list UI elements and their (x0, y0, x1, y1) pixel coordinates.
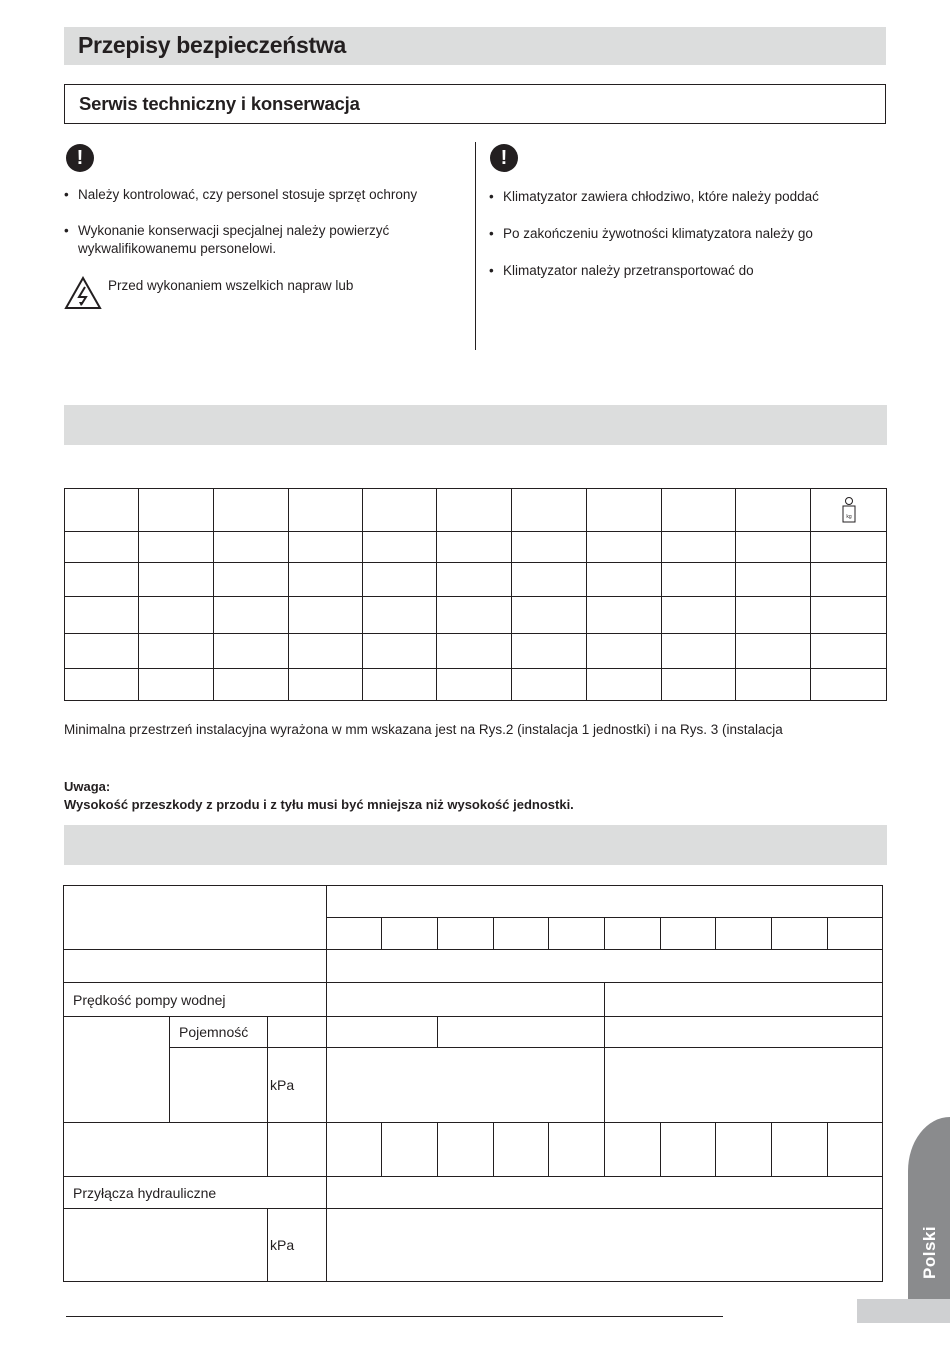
section-title: Serwis techniczny i konserwacja (79, 93, 360, 114)
section-header (64, 84, 886, 124)
table-row (64, 1177, 883, 1209)
capacity-label: Pojemność (170, 1017, 268, 1048)
table-row (64, 1048, 883, 1123)
table-row (64, 886, 883, 918)
table-row (64, 1209, 883, 1282)
note-block (64, 778, 574, 814)
dimensions-table (64, 488, 887, 701)
column-divider (475, 142, 476, 350)
exclamation-icon: ! (490, 144, 518, 172)
table-row (65, 669, 887, 701)
right-bullet-list (489, 188, 879, 299)
table-row (65, 634, 887, 669)
kg-label: kg (845, 514, 852, 520)
exclamation-icon: ! (66, 144, 94, 172)
connections-label: Przyłącza hydrauliczne (64, 1177, 327, 1209)
install-note: Minimalna przestrzeń instalacyjna wyrażona w mm wskazana jest na Rys.2 (instalacja 1 jednostki) i na Rys. 3 (instalacja (64, 722, 783, 737)
weight-cell (811, 489, 887, 532)
hydraulic-table (63, 885, 883, 1282)
list-item: • Należy kontrolować, czy personel stosuje sprzęt ochrony (64, 186, 464, 204)
footer-rule (66, 1316, 723, 1317)
table-row (64, 1017, 883, 1048)
section-bar (64, 405, 887, 445)
page-title: Przepisy bezpieczeństwa (78, 32, 346, 58)
title-bar (64, 27, 886, 65)
pressure-unit: kPa (268, 1209, 327, 1282)
table-row (65, 532, 887, 563)
language-label: Polski (920, 1225, 939, 1279)
note-heading: Uwaga: (64, 779, 111, 794)
pressure-unit: kPa (268, 1048, 327, 1123)
list-item: • Po zakończeniu żywotności klimatyzatora należy go (489, 225, 879, 243)
hazard-text: Przed wykonaniem wszelkich napraw lub (108, 278, 354, 293)
list-item: • Klimatyzator należy przetransportować do (489, 262, 879, 280)
pump-speed-label: Prędkość pompy wodnej (64, 983, 327, 1017)
table-row (64, 1123, 883, 1177)
table-row (64, 983, 883, 1017)
table-row (65, 563, 887, 597)
kg-weight-icon (840, 496, 858, 524)
high-voltage-icon (64, 276, 102, 310)
table-row (65, 597, 887, 634)
note-text: Wysokość przeszkody z przodu i z tyłu musi być mniejsza niż wysokość jednostki. (64, 797, 574, 812)
section-bar (64, 825, 887, 865)
page-number-tab (857, 1299, 950, 1323)
language-tab (908, 1117, 950, 1313)
table-row (64, 950, 883, 983)
table-row (65, 489, 887, 532)
list-item: • Wykonanie konserwacji specjalnej należy powierzyć wykwalifikowanemu personelowi. (64, 222, 464, 258)
list-item: • Klimatyzator zawiera chłodziwo, które należy poddać (489, 188, 879, 206)
left-bullet-list (64, 186, 464, 276)
